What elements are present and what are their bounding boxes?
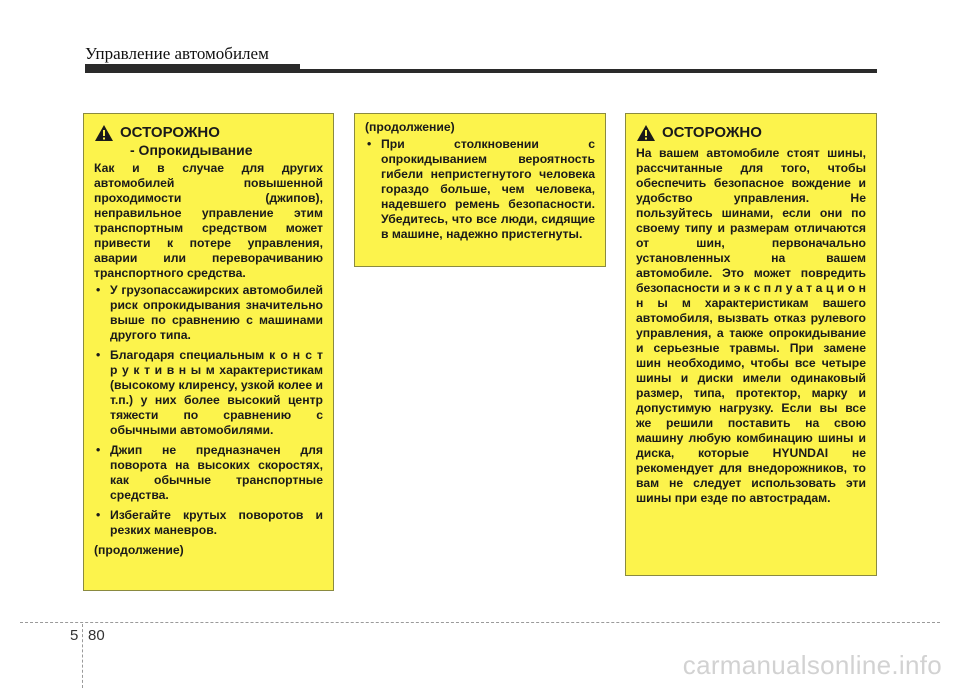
list-item: • У грузопассажирских автомобилей риск опрокидывания значительно выше по сравнению с машинами другого типа. [94, 283, 323, 343]
list-item: • Избегайте крутых поворотов и резких маневров. [94, 508, 323, 538]
caution-box-continued [354, 113, 606, 267]
list-item: • При столкновении с опрокидыванием вероятность гибели непристегнутого человека гораздо больше, чем человека, надевшего ремень безопасности. Убедитесь, что все люди, сидящие в машине, надежно пристегнуты. [365, 137, 595, 242]
footer-divider [20, 622, 940, 623]
warning-triangle-icon [94, 124, 114, 142]
warning-triangle-icon [636, 124, 656, 142]
caution-box-rollover [83, 113, 334, 591]
caution-intro: Как и в случае для других автомобилей повышенной проходимости (джипов), неправильное управление этим транспортным средством может привести к потере управления, аварии или переворачиванию транспортного средства. [94, 161, 323, 280]
list-item: • Благодаря специальным к о н с т р у к т и в н ы м характеристикам (высокому клиренсу, узкой колее и т.п.) у них более высокий центр тяжести по сравнению с обычными автомобилями. [94, 348, 323, 438]
caution-bullet-list [94, 283, 323, 538]
caution-title: ОСТОРОЖНО [662, 124, 762, 141]
header-rule-accent [85, 64, 300, 73]
section-number: 5 [70, 627, 79, 644]
caution-title-row [636, 124, 866, 142]
page-header: Управление автомобилем [85, 44, 269, 63]
caution-subtitle: - Опрокидывание [130, 142, 253, 158]
continued-note: (продолжение) [94, 543, 184, 557]
caution-box-tires [625, 113, 877, 576]
caution-body: На вашем автомобиле стоят шины, рассчитанные для того, чтобы обеспечить безопасное вождение и удобство управления. Не пользуйтесь шинами, если они по своему типу и размерам отличаются от шин, первоначально установленных на вашем автомобиле. Это может повредить безопасности и э к с п л у а т а ц и о н н ы м характеристикам вашего автомобиля, вызвать отказ рулевого управления, а также опрокидывание и серьезные травмы. При замене шин необходимо, чтобы все четыре шины и диски имели одинаковый размер, типа, протектор, марку и допустимую нагрузку. Если вы все же решили поставить на свою машину любую комбинацию шины и диска, которые HYUNDAI не рекомендует для внедорожников, то вам не следует использовать эти шины при езде по автострадам. [636, 146, 866, 505]
footer-vertical-divider [82, 624, 83, 688]
caution-title-row [94, 124, 323, 142]
list-item: • Джип не предназначен для поворота на высоких скоростях, как обычные транспортные средства. [94, 443, 323, 503]
watermark: carmanualsonline.info [682, 650, 942, 680]
caution-title: ОСТОРОЖНО [120, 124, 220, 141]
page-number: 80 [88, 627, 105, 644]
continued-heading: (продолжение) [365, 120, 455, 134]
continued-bullet-list [365, 137, 595, 242]
